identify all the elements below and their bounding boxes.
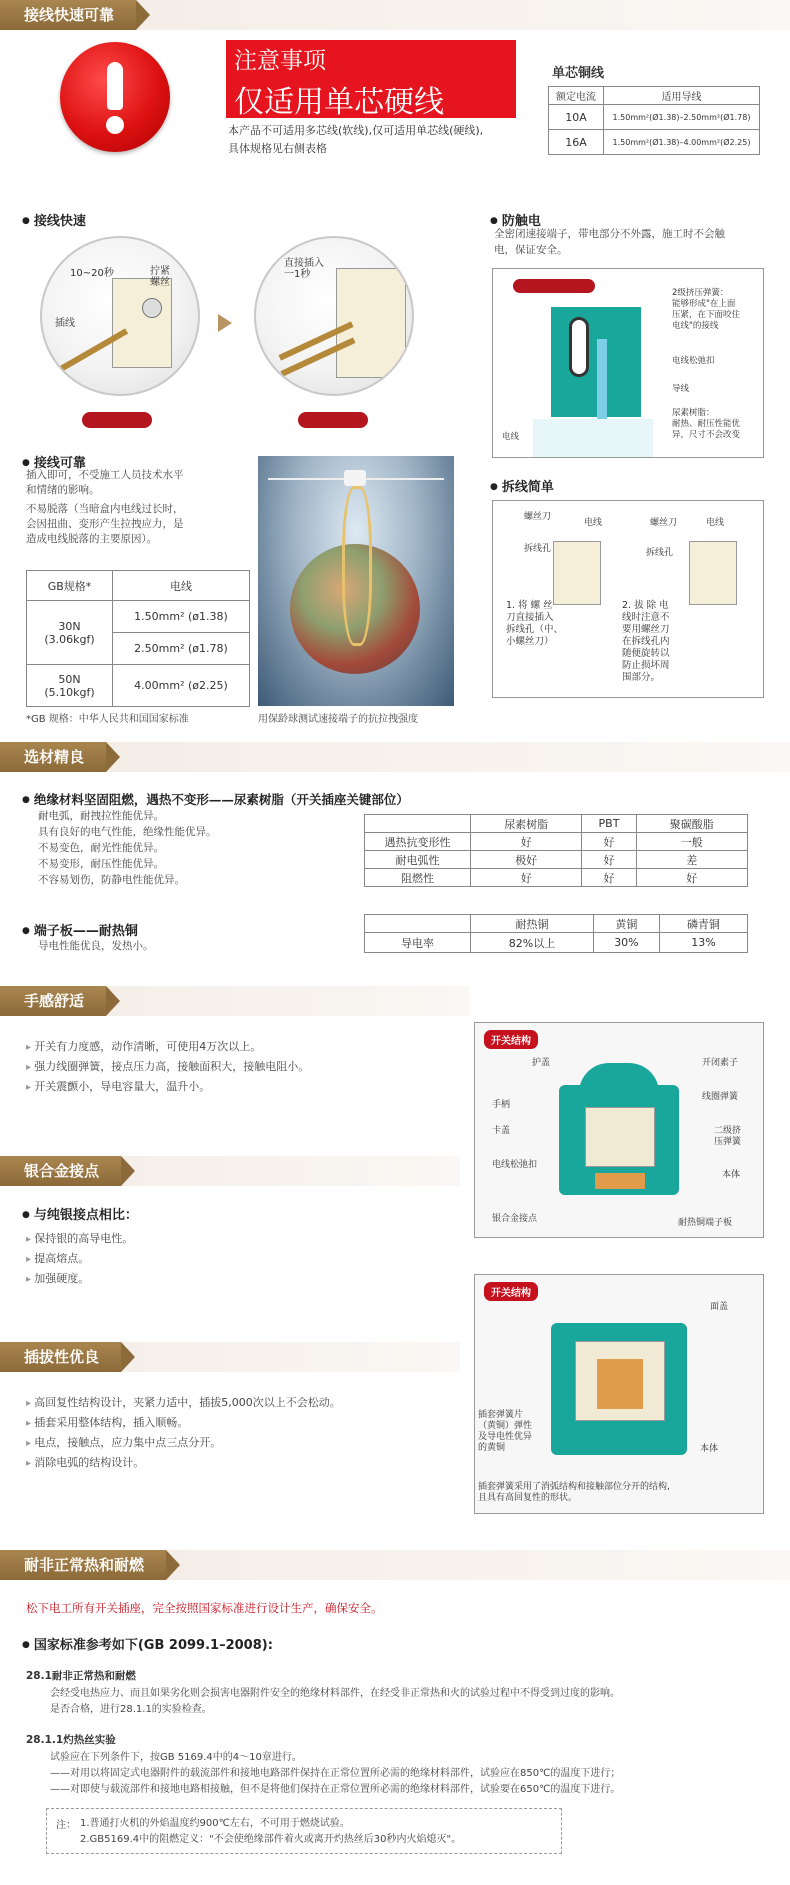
structure-tag-2: 开关结构 <box>484 1282 538 1301</box>
header-cell: PBT <box>582 815 636 833</box>
shock-label-resin: 尿素树脂： 耐热、耐压性能优 异，尺寸不会改变 <box>672 408 741 440</box>
section-header-material <box>0 742 790 772</box>
note-1: 1.普通打火机的外焰温度约900℃左右，不可用于燃烧试验。 <box>80 1818 350 1829</box>
struct2-label-cover: 面盖 <box>710 1302 729 1312</box>
section-title: 手感舒适 <box>0 986 106 1016</box>
section-title: 银合金接点 <box>0 1156 121 1186</box>
section-title: 插拔性优良 <box>0 1342 121 1372</box>
section-header-wiring <box>0 0 790 30</box>
cell: 4.00mm² (ø2.25) <box>113 665 250 707</box>
header-cell: 耐热铜 <box>471 915 594 933</box>
header-cell <box>365 915 471 933</box>
s1-p1: 会经受电热应力、而且如果劣化则会损害电器附件安全的绝缘材料部件，在经受非正常热和火的试验过程中不得受到过度的影响。 <box>50 1688 620 1699</box>
section-header-heat <box>0 1550 790 1580</box>
fast-badge-2 <box>298 412 368 428</box>
notice-desc-1: 本产品不可适用多芯线(软线),仅可适用单芯线(硬线), <box>228 124 484 137</box>
single-core-title: 单芯铜线 <box>552 66 605 81</box>
remove-a-hole: 拆线孔 <box>524 544 552 554</box>
struct1-label-coil: 线圈弹簧 <box>702 1092 739 1102</box>
struct1-label-cover: 护盖 <box>532 1058 551 1068</box>
note-label: 注： <box>56 1820 76 1831</box>
cell: 好 <box>582 869 636 887</box>
remove-a-wire: 电线 <box>584 518 603 528</box>
photo-caption: 用保龄球测试速接端子的抗拉拽强度 <box>258 714 418 725</box>
plug-item: ▸ 高回复性结构设计，夹紧力适中，插拔5,000次以上不会松动。 <box>26 1394 341 1410</box>
cell: 好 <box>471 869 582 887</box>
gb-footnote: *GB 规格：中华人民共和国国家标准 <box>26 714 189 725</box>
material-lines <box>38 808 217 888</box>
remove-b-hole: 拆线孔 <box>646 548 674 558</box>
header-cell: 电线 <box>113 571 250 601</box>
s2-title: 28.1.1灼热丝实验 <box>26 1734 116 1746</box>
s1-title: 28.1耐非正常热和耐燃 <box>26 1670 136 1682</box>
material-line: 具有良好的电气性能，绝缘性能优异。 <box>38 826 217 838</box>
cell: 好 <box>471 833 582 851</box>
section-title: 接线快速可靠 <box>0 0 136 30</box>
bowling-ball-photo <box>258 456 454 706</box>
remove-step-2: 2. 拔 除 电 线时注意不 要用螺丝刀 在拆线孔内 随便旋转以 防止损坏周 围部分。 <box>622 600 670 683</box>
cell: 13% <box>659 933 747 953</box>
arrow-right-icon <box>218 314 232 332</box>
cell: 30% <box>593 933 659 953</box>
cell: 一般 <box>636 833 747 851</box>
fast-insert-label: 插线 <box>55 318 75 329</box>
reliable-line: 插入即可，不受施工人员技术水平 <box>26 469 184 481</box>
section-title: 耐非正常热和耐燃 <box>0 1550 166 1580</box>
struct2-label-spring: 插套弹簧片 （黄铜）弹性 及导电性优异 的黄铜 <box>478 1410 533 1453</box>
material-line: 耐电弧，耐拽拉性能优异。 <box>38 810 164 822</box>
cell: 30N (3.06kgf) <box>27 601 113 665</box>
material-line: 不容易划伤，防静电性能优异。 <box>38 874 185 886</box>
fast-screw-label: 拧紧 螺丝 <box>150 266 170 288</box>
terminal-title: ● 端子板——耐热铜 <box>22 920 138 939</box>
s2-p3: ——对即使与载流部件和接地电路相接触，但不是将他们保持在正常位置所必需的绝缘材料部件，试验要在650℃的温度下进行。 <box>50 1784 621 1795</box>
reliable-line: 会因扭曲、变形产生拉拽应力，是 <box>26 518 184 530</box>
cell: 导电率 <box>365 933 471 953</box>
feel-item: ▸ 强力线圈弹簧，接点压力高，接触面积大，接触电阻小。 <box>26 1058 309 1074</box>
s1-p2: 是否合格，进行28.1.1的实验检查。 <box>50 1704 212 1715</box>
notice-desc-2: 具体规格见右侧表格 <box>228 142 327 155</box>
cell: 1.50mm²(Ø1.38)–4.00mm²(Ø2.25) <box>604 130 760 155</box>
material-title: ● 绝缘材料坚固阻燃，遇热不变形——尿素树脂（开关插座关键部位） <box>22 790 409 808</box>
cell: 82%以上 <box>471 933 594 953</box>
shock-label-cable: 电线 <box>502 432 520 442</box>
reliable-line: 和情绪的影响。 <box>26 484 100 496</box>
fast-push-label: 直接插入 一1秒 <box>284 258 324 280</box>
header-cell: 尿素树脂 <box>471 815 582 833</box>
cell: 极好 <box>471 851 582 869</box>
remove-a-screwdriver: 螺丝刀 <box>524 512 552 522</box>
cell: 差 <box>636 851 747 869</box>
feel-item: ▸ 开关震颤小，导电容量大，温升小。 <box>26 1078 210 1094</box>
silver-item: ▸ 加强硬度。 <box>26 1270 89 1286</box>
material-compare-table <box>364 814 748 887</box>
notice-subtitle: 仅适用单芯硬线 <box>234 85 444 120</box>
header-cell: 聚碳酸脂 <box>636 815 747 833</box>
header-cell <box>365 815 471 833</box>
material-line: 不易变形，耐压性能优异。 <box>38 858 164 870</box>
plug-item: ▸ 电点，接触点，应力集中点三点分开。 <box>26 1434 221 1450</box>
terminal-desc: 导电性能优良，发热小。 <box>38 940 154 952</box>
section-header-plug <box>0 1342 460 1372</box>
cell: 16A <box>549 130 604 155</box>
fast-time-label: 10~20秒 <box>70 268 114 279</box>
s2-p1: 试验应在下列条件下，按GB 5169.4中的4～10章进行。 <box>50 1752 302 1763</box>
plug-item: ▸ 插套采用整体结构，插入顺畅。 <box>26 1414 188 1430</box>
shock-desc-2: 电，保证安全。 <box>494 244 568 256</box>
section-title: 选材精良 <box>0 742 106 772</box>
s2-p2: ——对用以将固定式电器附件的载流部件和接地电路部件保持在正常位置所必需的绝缘材料部件，试验应在850℃的温度下进行； <box>50 1768 621 1779</box>
header-cell: 磷青铜 <box>659 915 747 933</box>
remove-step-1: 1. 将 螺 丝 刀直接插入 拆线孔（中、 小螺丝刀） <box>506 600 564 647</box>
struct1-label-slack: 电线松弛扣 <box>492 1160 538 1170</box>
wiring-illustration-screw <box>40 236 200 396</box>
cell: 遇热抗变形性 <box>365 833 471 851</box>
struct1-label-cap: 卡盖 <box>492 1126 511 1136</box>
warning-icon <box>60 42 170 152</box>
header-cell: 额定电流 <box>549 87 604 105</box>
standard-title: ● 国家标准参考如下(GB 2099.1–2008): <box>22 1634 273 1653</box>
structure-tag-1: 开关结构 <box>484 1030 538 1049</box>
feel-item: ▸ 开关有力度感，动作清晰，可使用4万次以上。 <box>26 1038 261 1054</box>
fast-badge-1 <box>82 412 152 428</box>
silver-subtitle: ● 与纯银接点相比： <box>22 1204 138 1223</box>
gb-spec-table <box>26 570 250 707</box>
cell: 50N (5.10kgf) <box>27 665 113 707</box>
struct1-label-spring: 二级挤 压弹簧 <box>714 1126 742 1147</box>
struct1-label-contact: 银合金接点 <box>492 1214 538 1224</box>
struct1-label-body: 本体 <box>722 1170 741 1180</box>
terminal-table <box>364 914 748 953</box>
cell: 好 <box>582 851 636 869</box>
section-header-silver <box>0 1156 460 1186</box>
silver-item: ▸ 提高熔点。 <box>26 1250 89 1266</box>
shock-desc-1: 全密闭速接端子，带电部分不外露，施工时不会触 <box>494 228 725 240</box>
heat-red-text: 松下电工所有开关插座，完全按照国家标准进行设计生产，确保安全。 <box>26 1601 383 1615</box>
cell: 好 <box>582 833 636 851</box>
cell: 阻燃性 <box>365 869 471 887</box>
shock-title: ● 防触电 <box>490 210 541 229</box>
cell: 1.50mm²(Ø1.38)–2.50mm²(Ø1.78) <box>604 105 760 130</box>
note-2: 2.GB5169.4中的阻燃定义："不会使绝缘部件着火或离开灼热丝后30秒内火焰熄灭"。 <box>80 1834 462 1845</box>
material-line: 不易变色，耐光性能优异。 <box>38 842 164 854</box>
cell: 1.50mm² (ø1.38) <box>113 601 250 633</box>
struct2-label-body: 本体 <box>700 1444 719 1454</box>
shock-label-slack: 电线松弛扣 <box>672 356 715 366</box>
remove-b-wire: 电线 <box>706 518 725 528</box>
shock-label-spring: 2级挤压弹簧： 能够形成"在上面 压紧，在下面咬住 电线"的接线 <box>672 288 741 331</box>
struct1-label-handle: 手柄 <box>492 1100 511 1110</box>
reliable-line: 造成电线脱落的主要原因）。 <box>26 533 158 545</box>
reliable-title: ● 接线可靠 <box>22 452 86 471</box>
header-cell: GB规格* <box>27 571 113 601</box>
cell: 好 <box>636 869 747 887</box>
struct2-caption: 插套弹簧采用了消弧结构和接触部位分开的结构, 且具有高回复性的形状。 <box>478 1482 670 1503</box>
cell: 10A <box>549 105 604 130</box>
section-header-feel <box>0 986 470 1016</box>
header-cell: 黄铜 <box>593 915 659 933</box>
remove-b-screwdriver: 螺丝刀 <box>650 518 678 528</box>
cell: 耐电弧性 <box>365 851 471 869</box>
struct1-label-element: 开闭素子 <box>702 1058 739 1068</box>
notice-title: 注意事项 <box>234 48 326 74</box>
remove-title: ● 拆线简单 <box>490 476 554 495</box>
reliable-desc <box>26 468 184 547</box>
silver-item: ▸ 保持银的高导电性。 <box>26 1230 133 1246</box>
single-core-table <box>548 86 760 155</box>
shock-label-wire: 导线 <box>672 384 690 394</box>
header-cell: 适用导线 <box>604 87 760 105</box>
wiring-illustration-push <box>254 236 414 396</box>
reliable-line: 不易脱落（当暗盒内电线过长时， <box>26 503 184 515</box>
fast-wiring-title: ● 接线快速 <box>22 210 86 229</box>
cell: 2.50mm² (ø1.78) <box>113 633 250 665</box>
plug-item: ▸ 消除电弧的结构设计。 <box>26 1454 144 1470</box>
struct1-label-terminal: 耐热铜端子板 <box>678 1218 733 1228</box>
